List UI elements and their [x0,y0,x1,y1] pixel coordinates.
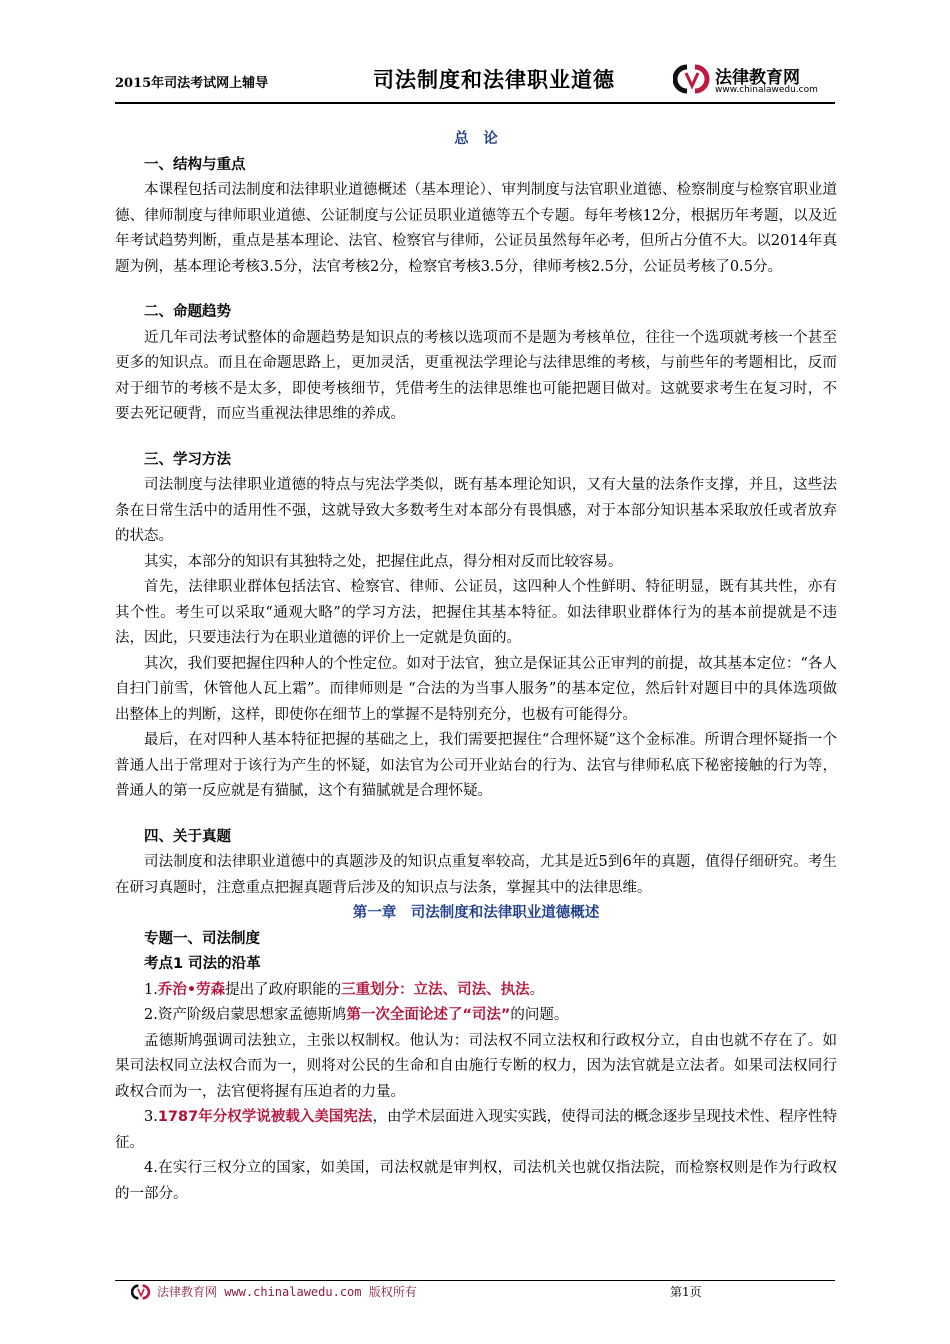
highlight-text: 第一次全面论述了“司法” [346,1007,511,1023]
paragraph: 其次，我们要把握住四种人的个性定位。如对于法官，独立是保证其公正审判的前提，故其基本定位：“各人自扫门前雪，休管他人瓦上霜”。而律师则是 “合法的为当事人服务”的基本定位，然后针对题目中的具体选项做出整体上的判断，这样，即使你在细节上的掌握不是特别充分，也极有可能得分。 [115,655,837,723]
paragraph: 司法制度和法律职业道德中的真题涉及的知识点重复率较高，尤其是近5到6年的真题，值得仔细研究。考生在研习真题时，注意重点把握真题背后涉及的知识点与法条，掌握其中的法律思维。 [115,854,837,896]
highlight-text: 乔治•劳森 [157,981,226,998]
section-title-method: 三、学习方法 [144,451,231,468]
paragraph: 最后，在对四种人基本特征把握的基础之上，我们需要把握住“合理怀疑”这个金标准。所谓合理怀疑指一个普通人出于常理对于该行为产生的怀疑，如法官为公司开业站台的行为、法官与律师私底下秘密接触的行为等，普通人的第一反应就是有猫腻，这个有猫腻就是合理怀疑。 [115,732,837,799]
page-number: 第1页 [670,1285,702,1299]
item-number: 1. [144,981,158,998]
item-text: ，由学术层面进入现实实践，使得司法的概念逐步呈现技术性、程序性特征。 [115,1109,837,1151]
paragraph: 首先，法律职业群体包括法官、检察官、律师、公证员，这四种人个性鲜明、特征明显，既有其共性，亦有其个性。考生可以采取“通观大略”的学习方法，把握住其基本特征。如法律职业群体行为的基本前提就是不违法，因此，只要违法行为在职业道德的评价上一定就是负面的。 [115,579,837,646]
paragraph: 近几年司法考试整体的命题趋势是知识点的考核以选项而不是题为考核单位，往往一个选项就考核一个甚至更多的知识点。而且在命题思路上，更加灵活，更重视法学理论与法律思维的考核，与前些年的考题相比，反而对于细节的考核不是太多，即使考核细节，凭借考生的法律思维也可能把题目做对。这就要求考生在复习时，不要去死记硬背，而应当重视法律思维的养成。 [115,329,837,422]
section-title-trend: 二、命题趋势 [144,304,231,320]
list-item [115,1105,837,1156]
section-title-structure: 一、结构与重点 [144,156,246,173]
header-title: 司法制度和法律职业道德 [373,67,615,92]
key-point-title: 考点1 司法的沿革 [144,956,261,972]
paragraph: 其实，本部分的知识有其独特之处，把握住此点，得分相对反而比较容易。 [144,553,623,570]
footer-copyright: 法律教育网 www.chinalawedu.com 版权所有 [157,1285,417,1299]
item-text: 2.资产阶级启蒙思想家孟德斯鸠 [144,1007,347,1023]
list-item: 4.在实行三权分立的国家，如美国，司法权就是审判权，司法机关也就仅指法院，而检察权则是作为行政权的一部分。 [115,1160,837,1202]
list-item [115,978,837,1004]
paragraph: 孟德斯鸠强调司法独立，主张以权制权。他认为：司法权不同立法权和行政权分立，自由也就不存在了。如果司法权同立法权合而为一，则将对公民的生命和自由施行专断的权力，因为法官就是立法者。如果司法权同行政权合而为一，法官便将握有压迫者的力量。 [115,1032,837,1100]
document-body [115,127,837,1207]
item-text: 。 [529,981,545,998]
highlight-text: 1787年分权学说被载入美国宪法 [157,1109,373,1125]
paragraph: 司法制度与法律职业道德的特点与宪法学类似，既有基本理论知识，又有大量的法条作支撑，并且，这些法条在日常生活中的适用性不强，这就导致大多数考生对本部分有畏惧感，对于本部分知识基本采取放任或者放弃的状态。 [115,477,837,544]
section-title-exams: 四、关于真题 [144,828,231,845]
page-footer [115,1280,835,1305]
item-number: 3. [144,1109,158,1125]
paragraph: 本课程包括司法制度和法律职业道德概述（基本理论）、审判制度与法官职业道德、检察制度与检察官职业道德、律师制度与律师职业道德、公证制度与公证员职业道德等五个专题。每年考核12分，根据历年考题，以及近年考试趋势判断，重点是基本理论、法官、检察官与律师，公证员虽然每年必考，但所占分值不大。以2014年真题为例，基本理论考核3.5分，法官考核2分，检察官考核3.5分，律师考核2.5分，公证员考核了0.5分。 [115,182,837,275]
page-header [115,60,835,104]
chapter-title: 第一章 司法制度和法律职业道德概述 [352,905,600,921]
logo-url: www.chinalawedu.com [715,85,818,95]
header-course-label: 2015年司法考试网上辅导 [115,76,269,91]
logo-mark-icon [673,64,711,94]
list-item [115,1003,837,1029]
site-logo[interactable] [673,60,835,98]
item-text: 的问题。 [510,1007,569,1023]
overview-title: 总 论 [454,131,498,147]
highlight-text: 三重划分：立法、司法、执法 [341,981,530,998]
footer-logo-icon [131,1284,151,1300]
topic-title: 专题一、司法制度 [144,930,260,947]
logo-name: 法律教育网 [715,68,800,88]
item-text: 提出了政府职能的 [225,981,342,998]
